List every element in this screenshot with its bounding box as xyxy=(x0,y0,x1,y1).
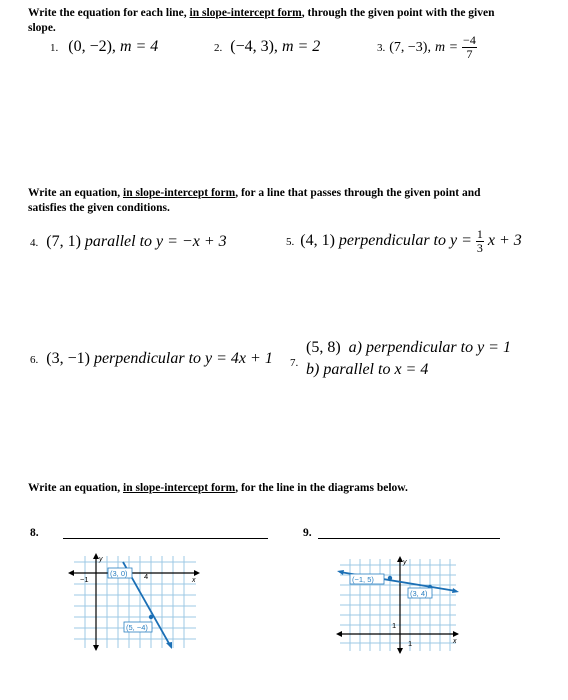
instruction-underlined: in slope-intercept form xyxy=(123,482,236,494)
grid-lines xyxy=(74,556,196,648)
point-b-label: (3, 4) xyxy=(410,589,428,598)
problem-number: 3. xyxy=(377,42,386,55)
tick-label-1-x: 1 xyxy=(408,639,413,648)
instruction-text: Write the equation for each line, xyxy=(28,7,190,19)
instruction-text: , for the line in the diagrams below. xyxy=(235,482,408,494)
y-axis-arrow-down xyxy=(397,648,403,654)
graph-8 xyxy=(66,552,201,652)
x-axis-arrow-right xyxy=(194,570,200,576)
answer-blank-8[interactable] xyxy=(63,538,268,539)
answer-blank-9[interactable] xyxy=(318,538,500,539)
problem-6 xyxy=(30,350,273,368)
instruction-text: Write an equation, xyxy=(28,187,123,199)
problem-condition-b: b) parallel to x = 4 xyxy=(306,361,429,378)
section3-instruction xyxy=(28,481,548,496)
slope-fraction xyxy=(476,228,484,255)
x-axis-label: x xyxy=(453,638,457,645)
problem-point: (5, 8) xyxy=(306,339,341,356)
problem-point: (7, −3), xyxy=(389,40,431,56)
problem-4 xyxy=(30,233,227,251)
problem-point: (0, −2), xyxy=(68,38,116,55)
point-b-dot xyxy=(149,615,153,619)
problem-slope: m = xyxy=(434,40,459,56)
problem-number: 2. xyxy=(214,42,223,54)
point-a-label: (3, 0) xyxy=(110,569,128,578)
fraction-numerator: −4 xyxy=(463,33,476,47)
problem-point: (7, 1) xyxy=(46,233,81,250)
y-axis-arrow-down xyxy=(93,645,99,651)
graph-9 xyxy=(334,555,460,655)
point-b-label: (5, −4) xyxy=(126,623,148,632)
slope-fraction xyxy=(462,34,477,61)
problem-9-number: 9. xyxy=(303,527,312,539)
instruction-underlined: in slope-intercept form xyxy=(123,187,236,199)
problem-condition: parallel to y = −x + 3 xyxy=(84,233,227,250)
problem-number: 5. xyxy=(286,236,295,249)
fraction-numerator: 1 xyxy=(476,227,483,241)
instruction-text: , for a line that passes through the given point and xyxy=(235,187,481,199)
line-arrow-left xyxy=(337,570,344,575)
fraction-denominator: 7 xyxy=(466,47,473,61)
problem-number: 6. xyxy=(30,354,39,366)
problem-condition-a: a) perpendicular to y = 1 xyxy=(348,339,511,356)
y-axis-label: y xyxy=(403,559,407,566)
problem-condition: perpendicular to y = xyxy=(338,232,472,250)
problem-number: 1. xyxy=(50,42,59,54)
problem-condition: perpendicular to y = 4x + 1 xyxy=(93,350,273,367)
problem-slope: m = 4 xyxy=(119,38,159,55)
problem-3 xyxy=(377,34,477,61)
instruction-text: Write an equation, xyxy=(28,482,123,494)
line-arrow xyxy=(166,642,172,649)
tick-label-1-y: 1 xyxy=(392,621,397,630)
problem-condition-tail: x + 3 xyxy=(487,232,522,250)
problem-2 xyxy=(214,38,320,56)
problem-8-number: 8. xyxy=(30,527,39,539)
instruction-text: slope. xyxy=(28,22,56,34)
x-axis-label: x xyxy=(192,577,196,584)
tick-label-4: 4 xyxy=(144,572,149,581)
problem-point: (−4, 3), xyxy=(230,38,278,55)
fraction-denominator: 3 xyxy=(476,241,483,255)
x-axis-arrow-right xyxy=(453,631,459,637)
point-a-dot xyxy=(388,576,392,580)
instruction-text: satisfies the given conditions. xyxy=(28,202,170,214)
problem-7 xyxy=(290,337,511,381)
x-axis-arrow-left xyxy=(336,631,342,637)
problem-number: 7. xyxy=(290,357,299,369)
tick-label-neg1: −1 xyxy=(80,575,89,584)
x-axis-arrow-left xyxy=(68,570,74,576)
problem-slope: m = 2 xyxy=(281,38,321,55)
point-a-label: (−1, 5) xyxy=(352,575,374,584)
problem-number: 4. xyxy=(30,237,39,249)
line-arrow-right xyxy=(452,588,459,593)
grid-lines xyxy=(340,559,456,651)
problem-point: (4, 1) xyxy=(300,232,335,250)
problem-point: (3, −1) xyxy=(46,350,90,367)
section1-instruction xyxy=(28,6,548,36)
problem-1 xyxy=(50,38,158,56)
instruction-text: , through the given point with the given xyxy=(301,7,495,19)
problem-5 xyxy=(286,228,522,255)
instruction-underlined: in slope-intercept form xyxy=(189,7,302,19)
y-axis-label: y xyxy=(99,556,103,563)
section2-instruction xyxy=(28,186,548,216)
